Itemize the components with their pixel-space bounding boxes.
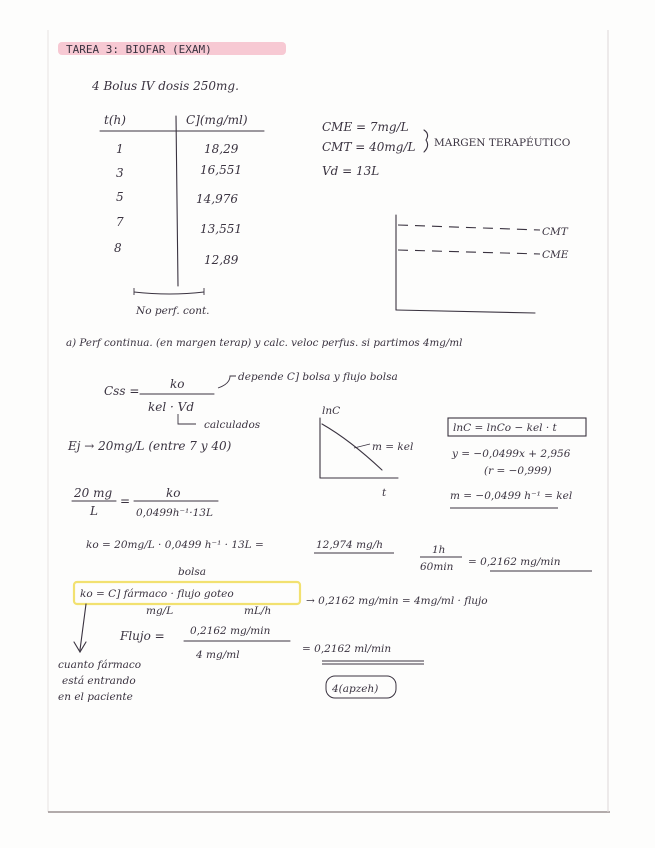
flujo-denominator: 4 mg/ml xyxy=(196,649,240,661)
ko-formula-line: ko = C] fármaco · flujo goteo xyxy=(80,588,234,600)
flujo-numerator: 0,2162 mg/min xyxy=(190,625,271,637)
flujo-lhs: Flujo = xyxy=(120,629,165,643)
param-cme: CME = 7mg/L xyxy=(322,120,409,134)
intro-line: 4 Bolus IV dosis 250mg. xyxy=(92,79,239,93)
table-cell-c-4: 13,551 xyxy=(200,222,242,236)
table-cell-c-2: 16,551 xyxy=(200,163,242,177)
table-cell-c-3: 14,976 xyxy=(196,192,238,206)
unit-conv-num: 1h xyxy=(432,544,446,556)
lnc-graph-xlabel: t xyxy=(382,487,387,499)
ko-fraction-eq: = xyxy=(120,494,131,508)
ko-fraction-lhs-den: L xyxy=(90,504,98,518)
ko-fraction-rhs-num: ko xyxy=(166,486,181,500)
bolsa-label: bolsa xyxy=(178,566,207,578)
section-a-statement: a) Perf continua. (en margen terap) y calc. veloc perfus. si partimos 4mg/ml xyxy=(66,337,463,349)
regression-r: (r = −0,999) xyxy=(484,465,552,477)
side-note-line-3: en el paciente xyxy=(58,691,133,703)
side-note-line-1: cuanto fármaco xyxy=(58,659,142,671)
param-cmt: CMT = 40mg/L xyxy=(322,140,416,154)
css-denominator: kel · Vd xyxy=(148,400,195,414)
regression-equation-box: lnC = lnCo − kel · t xyxy=(453,422,557,434)
unit-conv-den: 60min xyxy=(420,561,454,573)
table-cell-c-5: 12,89 xyxy=(204,253,239,267)
table-cell-t-3: 5 xyxy=(116,190,124,204)
ko-calc-line: ko = 20mg/L · 0,0499 h⁻¹ · 13L = xyxy=(86,539,264,551)
table-cell-t-2: 3 xyxy=(116,166,124,180)
css-numerator: ko xyxy=(170,377,185,391)
table-cell-t-4: 7 xyxy=(116,215,124,229)
table-footnote: No perf. cont. xyxy=(136,305,210,317)
table-header-conc: C](mg/ml) xyxy=(186,113,248,127)
page-title: TAREA 3: BIOFAR (EXAM) xyxy=(66,43,212,56)
ko-final: = 0,2162 mg/min xyxy=(468,556,561,568)
table-cell-t-1: 1 xyxy=(116,142,124,156)
table-cell-t-5: 8 xyxy=(114,241,122,255)
flujo-result: = 0,2162 ml/min xyxy=(302,643,392,655)
param-margin: MARGEN TERAPÉUTICO xyxy=(434,137,571,149)
example-line: Ej → 20mg/L (entre 7 y 40) xyxy=(68,439,232,453)
css-depende-note: depende C] bolsa y flujo bolsa xyxy=(238,371,398,383)
lnc-graph-ylabel: lnC xyxy=(322,405,341,417)
ko-formula-unit-a: mg/L xyxy=(146,605,174,617)
grade-text: 4(apzeh) xyxy=(332,683,379,695)
graph-cme-label: CME xyxy=(542,249,569,261)
side-note-line-2: está entrando xyxy=(62,675,136,687)
css-calculados-note: calculados xyxy=(204,419,261,431)
ko-step: → 0,2162 mg/min = 4mg/ml · flujo xyxy=(306,595,488,607)
ko-calc-result: 12,974 mg/h xyxy=(316,539,384,551)
css-lhs: Css = xyxy=(104,384,140,398)
table-header-time: t(h) xyxy=(104,113,126,127)
ko-fraction-rhs-den: 0,0499h⁻¹·13L xyxy=(136,507,213,519)
param-vd: Vd = 13L xyxy=(322,164,380,178)
lnc-graph-slope: m = kel xyxy=(372,441,414,453)
ko-formula-unit-b: mL/h xyxy=(244,605,272,617)
ko-fraction-lhs-num: 20 mg xyxy=(74,486,113,500)
graph-cmt-label: CMT xyxy=(542,226,568,238)
regression-line: y = −0,0499x + 2,956 xyxy=(452,448,571,460)
table-cell-c-1: 18,29 xyxy=(204,142,239,156)
slope-result: m = −0,0499 h⁻¹ = kel xyxy=(450,490,573,502)
